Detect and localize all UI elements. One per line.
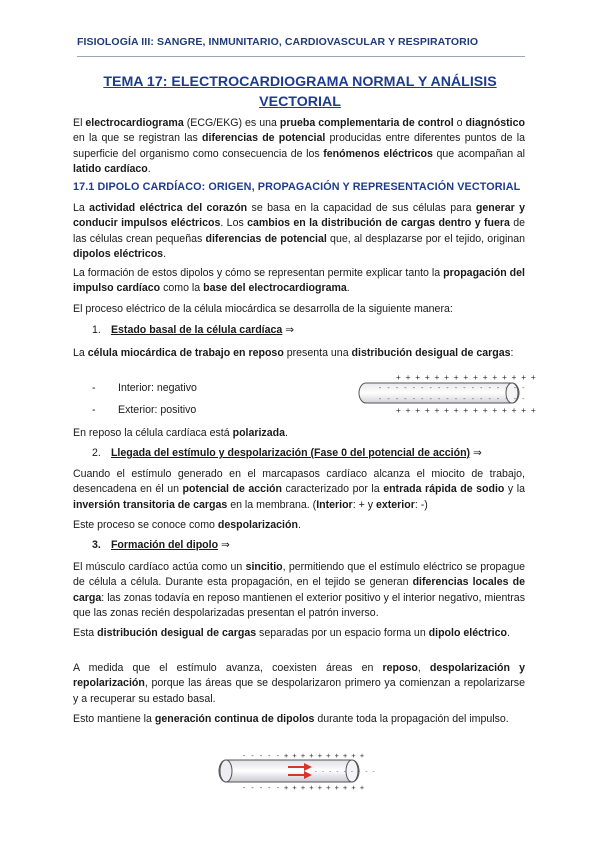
paragraph-depolarization: Este proceso se conoce como despolarización. [73,519,301,531]
outer-bottom-charges: + + + + + + + + + + + + + + + [396,406,536,415]
polarized-cell-diagram [352,370,536,416]
running-header: FISIOLOGÍA III: SANGRE, INMUNITARIO, CARDIOVASCULAR Y RESPIRATORIO [77,36,479,48]
paragraph-dipole-formation: La formación de estos dipolos y cómo se representan permite explicar tanto la propagación del impulso cardíaco como la base del electrocardiograma. [73,267,525,295]
bullet-exterior: - Exterior: positivo [92,404,197,416]
cell-tube-start [220,760,232,782]
dipole-propagation-diagram [212,750,376,792]
inner-top-charges: - - - - - - - - - - - - - - - - - - [378,384,526,392]
bullet-interior: - Interior: negativo [92,382,197,394]
dipole-inner-negative: - - - - - - - - - [314,768,376,775]
paragraph-polarized: En reposo la célula cardíaca está polarizada. [73,427,288,439]
paragraph-resting-cell: La célula miocárdica de trabajo en reposo presenta una distribución desigual de cargas: [73,347,514,359]
paragraph-continuous-dipoles: Esto mantiene la generación continua de dipolos durante toda la propagación del impulso. [73,713,509,725]
dipole-top-negative: - - - - - - [242,752,289,760]
intro-paragraph: El electrocardiograma (ECG/EKG) es una prueba complementaria de control o diagnóstico en la que se registran las diferencias de potencial producidas entre diferentes puntos de la superficie del organismo como consecuencia de los fenómenos eléctricos que acompañan al latido cardíaco. [73,117,525,175]
paragraph-stimulus-arrival: Cuando el estímulo generado en el marcapasos cardíaco alcanza el miocito de trabajo, desencadena en él un potencial de acción caracterizado por la entrada rápida de sodio y la inversión transitoria de cargas en la membrana. (Interior: + y exterior: -) [73,468,525,511]
paragraph-process-intro: El proceso eléctrico de la célula miocárdica se desarrolla de la siguiente manera: [73,303,453,315]
dipole-bottom-negative: - - - - - - [242,784,289,792]
numbered-item-3: 3. Formación del dipolo ⇒ [92,539,230,551]
page-title: TEMA 17: ELECTROCARDIOGRAMA NORMAL Y ANÁLISIS VECTORIAL [103,74,497,110]
paragraph-electrical-activity: La actividad eléctrica del corazón se basa en la capacidad de sus células para generar y conducir impulsos eléctricos. Los cambios en la distribución de cargas dentro y fuera de las células crean pequeñas diferencias de potencial que, al desplazarse por el tejido, originan dipolos eléctricos. [73,202,526,260]
header-divider [77,56,525,57]
paragraph-coexisting-areas: A medida que el estímulo avanza, coexisten áreas en reposo, despolarización y repolarización, porque las áreas que se despolarizaron primero ya comienzan a repolarizarse y a recuperar su estado basal. [73,662,525,705]
dipole-bottom-positive: + + + + + + + + + + [284,784,365,792]
paragraph-syncytium: El músculo cardíaco actúa como un sincitio, permitiendo que el estímulo eléctrico se propague de célula a célula. Durante esta propagación, en el tejido se generan diferencias locales de carga: las zonas todavía en reposo mantienen el exterior positivo y el interior negativo, mientras que las zonas recién despolarizadas presentan el patrón inverso. [73,561,526,619]
outer-top-charges: + + + + + + + + + + + + + + + [396,373,536,382]
inner-bottom-charges: - - - - - - - - - - - - - - - - - - [378,395,526,403]
paragraph-electric-dipole: Esta distribución desigual de cargas separadas por un espacio forma un dipolo eléctrico. [73,627,510,639]
section-heading-17-1: 17.1 DIPOLO CARDÍACO: ORIGEN, PROPAGACIÓN Y REPRESENTACIÓN VECTORIAL [73,181,521,193]
numbered-item-1: 1. Estado basal de la célula cardíaca ⇒ [92,324,295,336]
dipole-top-positive: + + + + + + + + + + [284,752,365,760]
numbered-item-2: 2. Llegada del estímulo y despolarización (Fase 0 del potencial de acción) ⇒ [92,447,482,459]
